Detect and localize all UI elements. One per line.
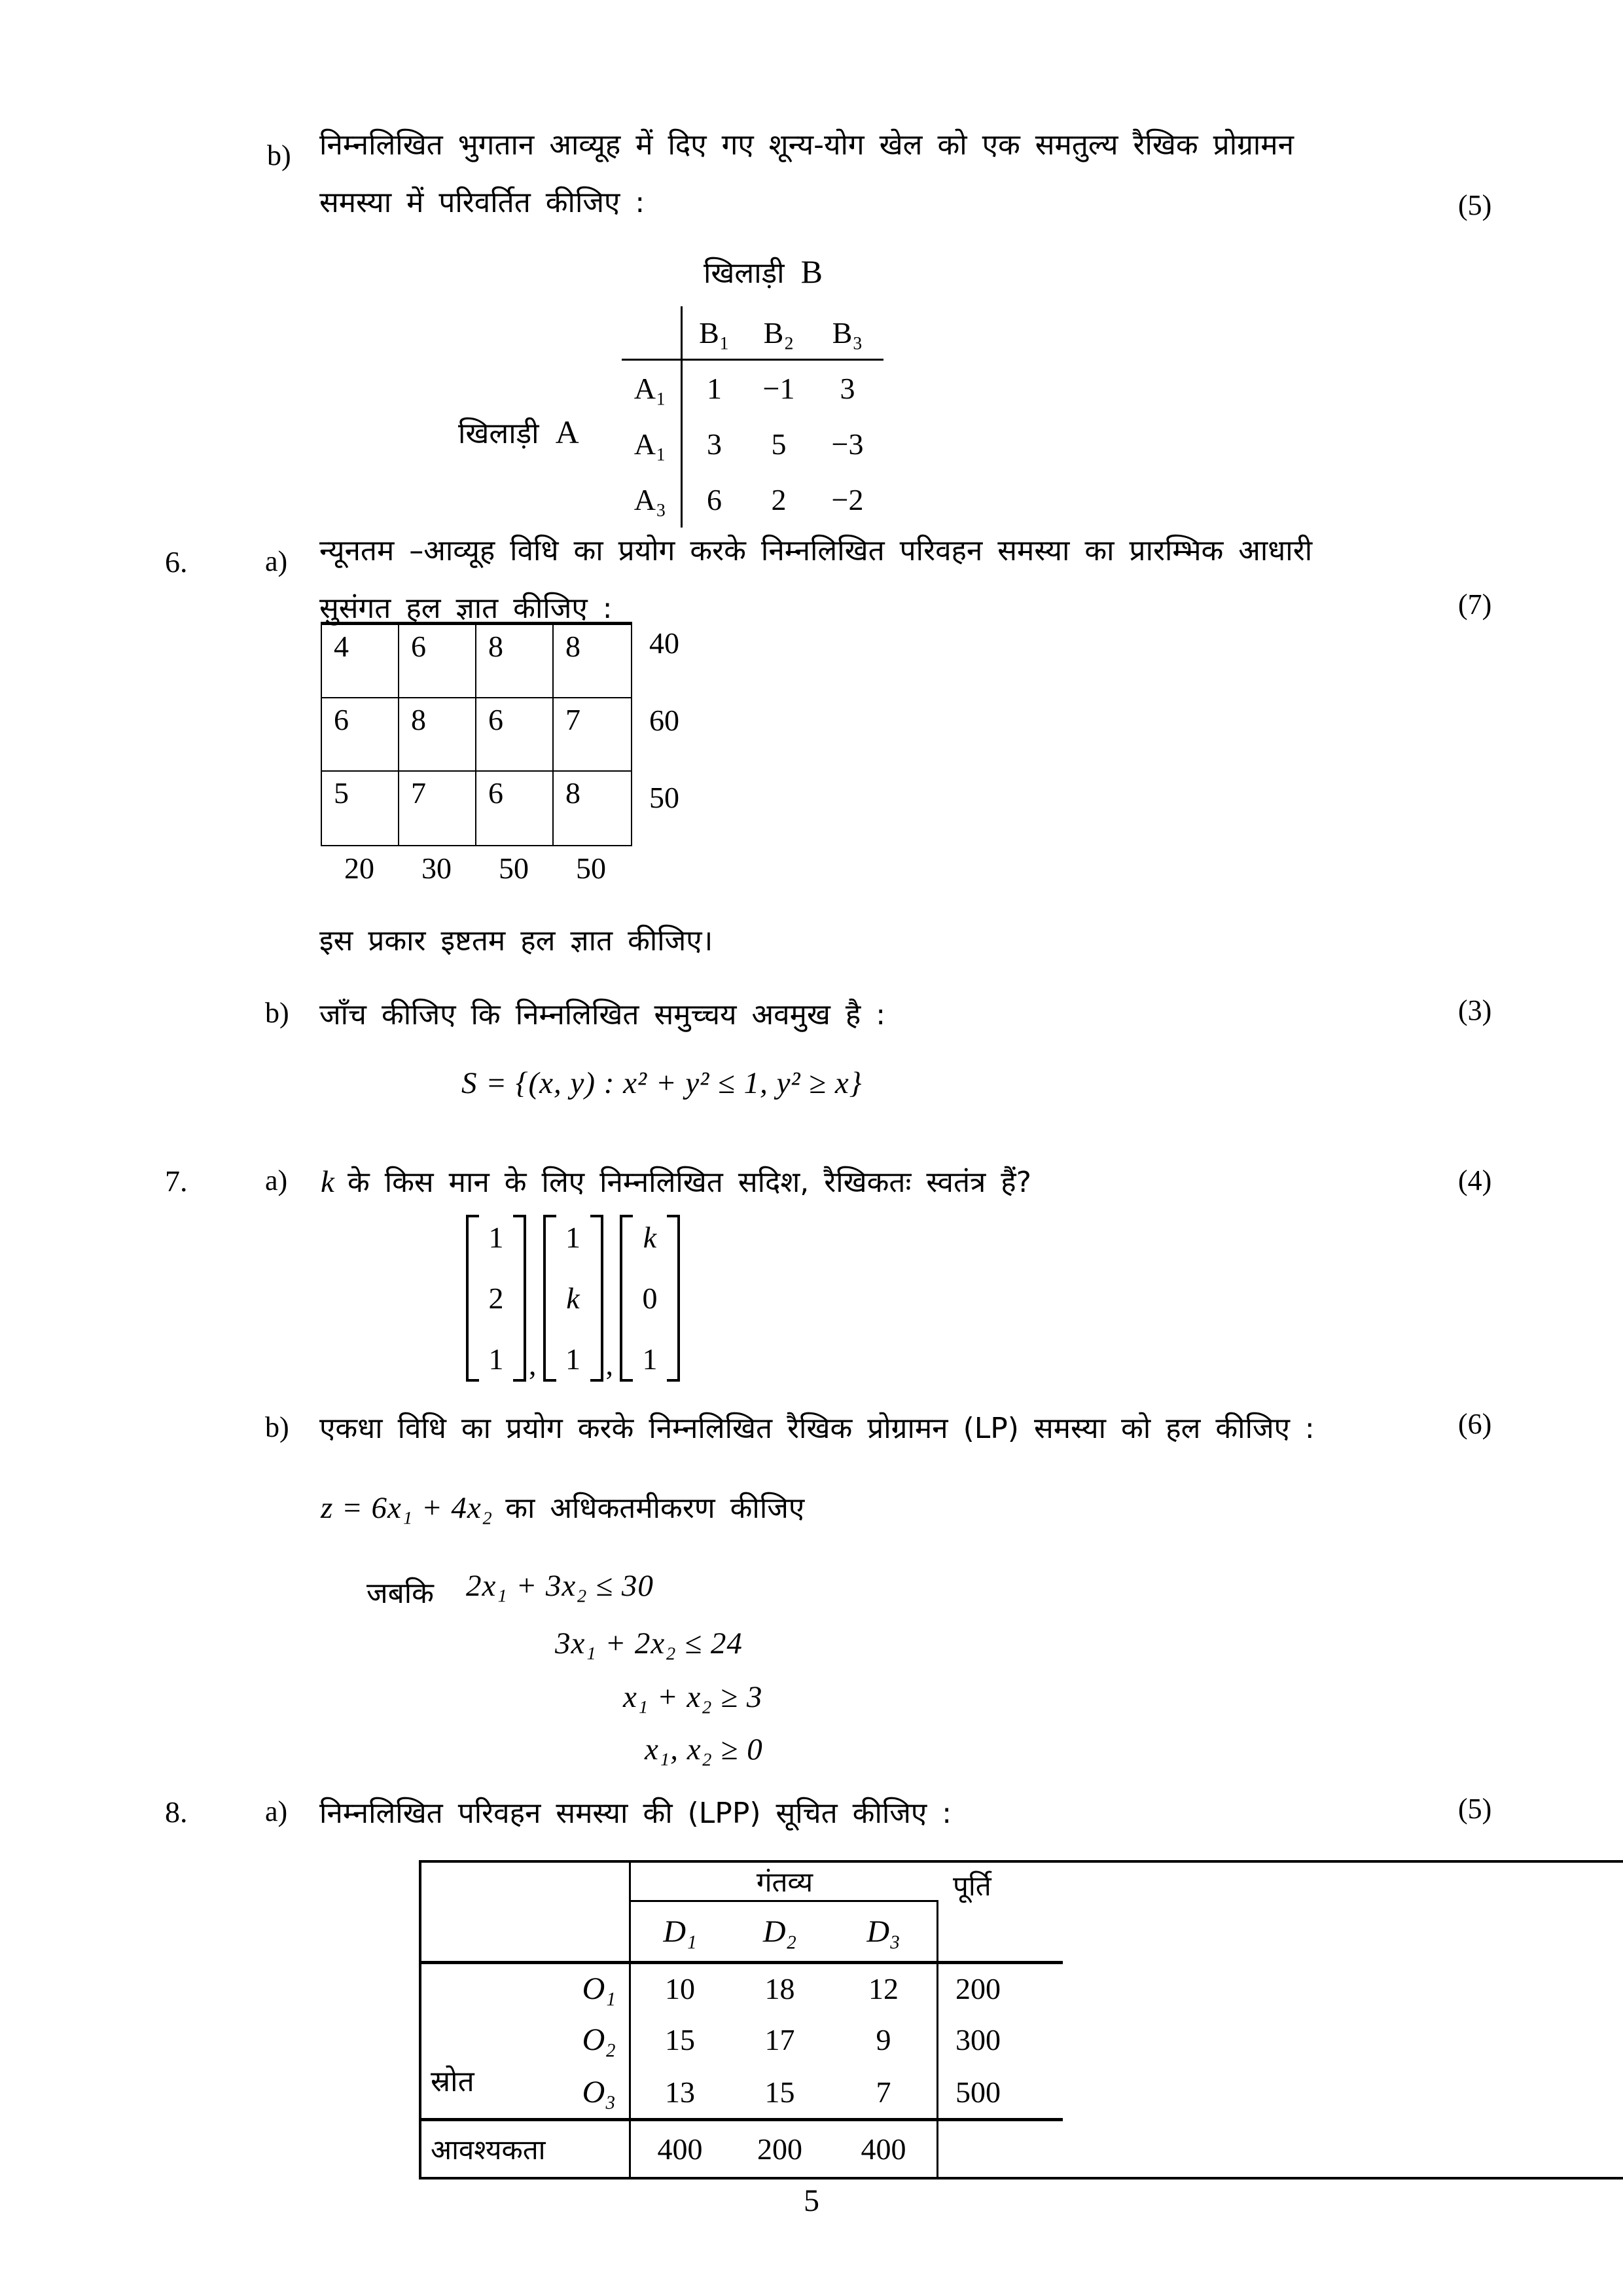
q7a-label: a) [265,1164,288,1196]
q5b-label: b) [267,139,291,171]
q7b-marks: (6) [1458,1408,1492,1440]
objective-formula: z = 6x₁ + 4x₂ [321,1491,493,1525]
q5b-marks: (5) [1458,189,1492,221]
matrix-cell: 6 [681,472,746,528]
demand-value: 30 [421,852,452,885]
cost-cell: 5 [322,772,399,845]
cost-cell: 8 [476,625,554,698]
cost-cell: 15 [665,2022,695,2056]
demand-value: 20 [344,852,374,885]
cost-cell: 12 [830,1964,938,2013]
supply-value: 500 [938,2066,1063,2121]
demand-value: 400 [657,2132,703,2166]
left-bracket [620,1215,633,1382]
requirement-label: आवश्यकता [421,2121,631,2177]
matrix-row-header: A₁ [633,372,666,405]
q7b-objective-row [321,1487,804,1526]
cost-cell: 10 [665,1972,695,2005]
convex-set-formula: S = {(x, y) : x² + y² ≤ 1, y² ≥ x} [461,1066,863,1100]
q6-number: 6. [165,545,188,579]
q7a-k-var: k [321,1165,335,1199]
q6a-label: a) [265,545,288,577]
matrix-cell: 2 [771,483,787,516]
origin-row-header: O₁ [421,1964,631,2013]
player-a-hindi: खिलाड़ी [458,417,539,450]
supply-header: पूर्ति [938,1863,1063,1964]
destination-header: गंतव्य [631,1863,938,1902]
q7a-marks: (4) [1458,1164,1492,1196]
cost-cell: 8 [399,698,476,772]
left-bracket [466,1215,479,1382]
cost-cell: 7 [830,2066,938,2121]
cost-cell: 6 [322,698,399,772]
vector-entry: 1 [488,1342,504,1376]
matrix-col-header: B₂ [746,306,812,361]
q7b-text: एकधा विधि का प्रयोग करके निम्नलिखित रैखिक प्रोग्रामन (LP) समस्या को हल कीजिए : [319,1412,1315,1445]
q7a-vectors [466,1215,680,1382]
q6a-text: न्यूनतम –आव्यूह विधि का प्रयोग करके निम्नलिखित परिवहन समस्या का प्रारम्भिक आधारी सुसंगत हल ज्ञात कीजिए : [319,534,1313,625]
cost-cell: 8 [565,776,580,810]
cost-cell: 7 [554,698,631,772]
player-b-hindi: खिलाड़ी [704,257,785,290]
cost-cell: 13 [631,2066,729,2121]
corner-cell [421,1863,631,1964]
matrix-cell: 3 [681,416,746,472]
cost-cell: 6 [476,698,554,772]
vector-1 [466,1215,526,1382]
matrix-row-header: A₃ [633,483,666,516]
objective-suffix: का अधिकतमीकरण कीजिए [505,1492,805,1525]
right-bracket [513,1215,526,1382]
source-label: स्रोत [431,2065,474,2098]
matrix-row-header: A₁ [633,427,666,461]
q7a-text: के किस मान के लिए निम्नलिखित सदिश, रैखिकतः स्वतंत्र हैं? [347,1166,1032,1199]
supply-value: 50 [649,781,679,814]
supply-value: 60 [649,704,679,737]
right-bracket [590,1215,603,1382]
q6b-label: b) [265,997,289,1029]
matrix-col-header: B₁ [681,306,746,361]
left-bracket [543,1215,556,1382]
comma: , [605,1348,613,1381]
matrix-cell: 1 [681,361,746,416]
q6-transport-table [321,622,632,846]
game-player-a-label [458,412,579,452]
origin-row-header: O₂ [421,2013,631,2066]
cost-cell: 8 [554,625,631,698]
demand-empty [938,2121,1063,2177]
matrix-corner [622,306,681,361]
vector-entry: 1 [488,1221,504,1254]
q6b-text: जाँच कीजिए कि निम्नलिखित समुच्चय अवमुख है : [319,998,886,1031]
cost-cell: 6 [399,625,476,698]
supply-value: 200 [955,1972,1001,2005]
q8a-marks: (5) [1458,1793,1492,1825]
q5b-text: निम्नलिखित भुगतान आव्यूह में दिए गए शून्य-योग खेल को एक समतुल्य रैखिक प्रोग्रामन समस्या में परिवर्तित कीजिए : [319,128,1294,219]
player-b-letter: B [800,253,823,290]
q6b-marks: (3) [1458,994,1492,1026]
constraint-2: 3x₁ + 2x₂ ≤ 24 [555,1626,743,1660]
subject-to-label: जबकि [366,1577,434,1610]
cost-cell: 18 [764,1972,795,2005]
matrix-cell: −3 [831,427,864,461]
dest-col-header: D₃ [830,1902,938,1964]
q6-supply-column [649,622,679,853]
matrix-cell: −2 [831,483,864,516]
q8-transport-table [419,1860,1623,2179]
vector-entry: 0 [642,1282,658,1315]
page-number: 5 [804,2183,819,2218]
demand-value: 50 [576,852,606,885]
demand-value: 400 [830,2121,938,2177]
constraint-3: x₁ + x₂ ≥ 3 [623,1680,763,1714]
right-bracket [667,1215,680,1382]
comma: , [529,1348,537,1381]
q7-number: 7. [165,1164,188,1198]
dest-col-header: D₁ [631,1902,729,1964]
supply-value: 300 [955,2022,1001,2056]
matrix-cell: 3 [840,372,855,405]
cost-cell: 4 [322,625,399,698]
matrix-cell: 5 [771,427,787,461]
q7a-text-row [321,1161,1031,1200]
q8a-text: निम्नलिखित परिवहन समस्या की (LPP) सूचित कीजिए : [319,1797,952,1830]
cost-cell: 9 [830,2013,938,2066]
matrix-col-header: B₃ [812,306,883,361]
cost-cell: 17 [764,2022,795,2056]
vector-entry: k [643,1221,657,1254]
q8a-label: a) [265,1795,288,1827]
matrix-cell: −1 [762,372,795,405]
game-player-b-label [704,252,823,291]
player-a-letter: A [555,414,579,450]
vector-entry: 2 [488,1282,504,1315]
cost-cell: 15 [729,2066,830,2121]
dest-col-header: D₂ [729,1902,830,1964]
cost-cell: 7 [399,772,476,845]
q8-number: 8. [165,1795,188,1829]
vector-entry: 1 [565,1342,580,1376]
origin-row-header: O₃ [421,2066,631,2121]
vector-entry: 1 [642,1342,658,1376]
demand-value: 50 [499,852,529,885]
vector-2 [543,1215,603,1382]
q7b-label: b) [265,1411,289,1443]
vector-entry: k [566,1282,580,1315]
q6a-marks: (7) [1458,588,1492,620]
vector-3 [620,1215,680,1382]
demand-value: 200 [757,2132,802,2166]
constraint-4: x₁, x₂ ≥ 0 [645,1732,763,1767]
q6-after-table-text: इस प्रकार इष्टतम हल ज्ञात कीजिए। [319,924,713,958]
cost-cell: 6 [476,772,554,845]
game-payoff-matrix [622,306,883,528]
supply-value: 40 [649,626,679,660]
vector-entry: 1 [565,1221,580,1254]
q6-demand-row [321,851,630,886]
constraint-1: 2x₁ + 3x₂ ≤ 30 [466,1569,654,1603]
